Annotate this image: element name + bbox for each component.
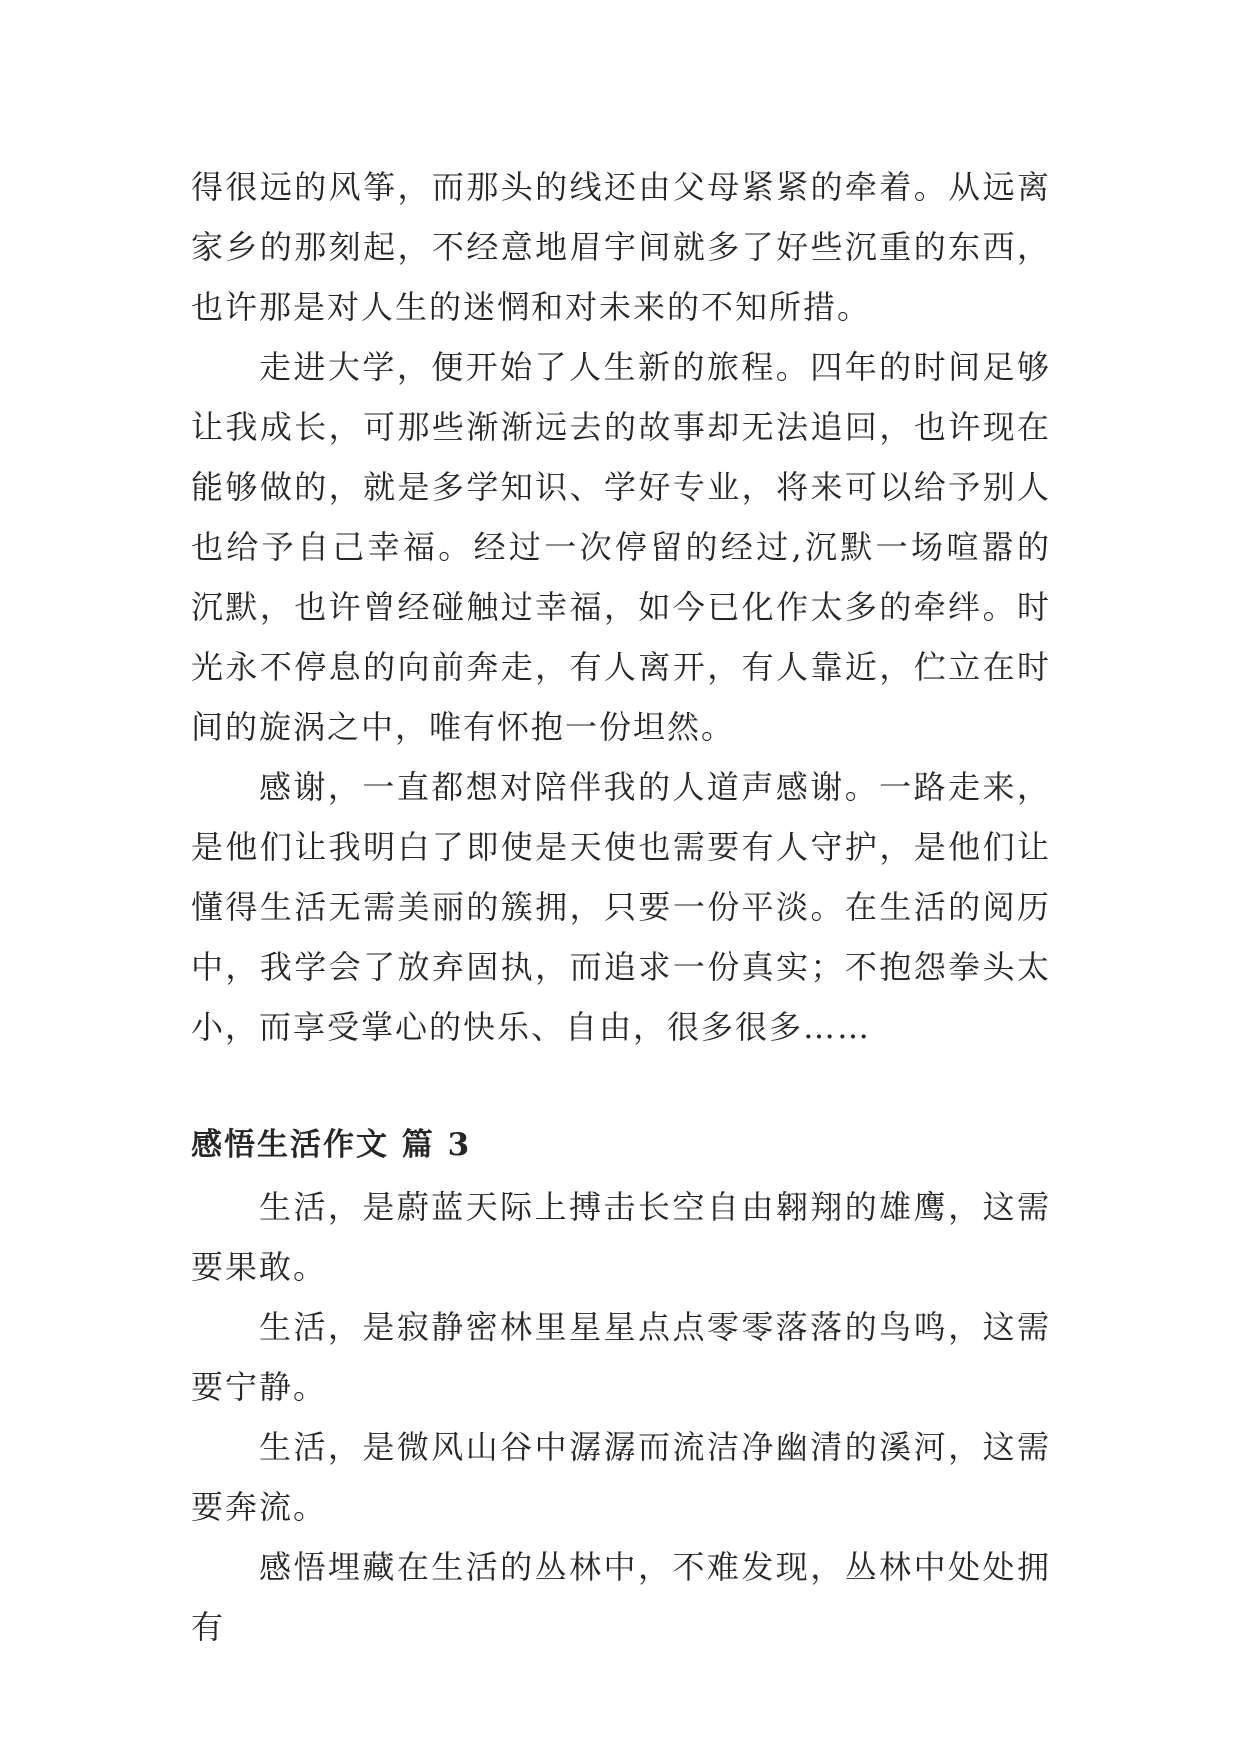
paragraph-eagle: 生活，是蔚蓝天际上搏击长空自由翱翔的雄鹰，这需要果敢。 bbox=[191, 1188, 1051, 1286]
section-heading: 感悟生活作文 篇 3 bbox=[191, 1127, 472, 1163]
paragraph-forest: 感悟埋藏在生活的丛林中，不难发现，丛林中处处拥有 bbox=[191, 1548, 1051, 1646]
paragraph-gratitude: 感谢，一直都想对陪伴我的人道声感谢。一路走来，是他们让我明白了即使是天使也需要有人守护，是他们让懂得生活无需美丽的簇拥，只要一份平淡。在生活的阅历中，我学会了放弃固执，而追求一份真实；不抱怨拳头太小，而享受掌心的快乐、自由，很多很多…… bbox=[191, 768, 1051, 1046]
paragraph-university: 走进大学，便开始了人生新的旅程。四年的时间足够让我成长，可那些渐渐远去的故事却无法追回，也许现在能够做的，就是多学知识、学好专业，将来可以给予别人也给予自己幸福。经过一次停留的经过,沉默一场喧嚣的沉默，也许曾经碰触过幸福，如今已化作太多的牵绊。时光永不停息的向前奔走，有人离开，有人靠近，伫立在时间的旋涡之中，唯有怀抱一份坦然。 bbox=[191, 348, 1051, 746]
paragraph-continued: 得很远的风筝，而那头的线还由父母紧紧的牵着。从远离家乡的那刻起，不经意地眉宇间就多了好些沉重的东西，也许那是对人生的迷惘和对未来的不知所措。 bbox=[191, 168, 1051, 326]
paragraph-stream: 生活，是微风山谷中潺潺而流洁净幽清的溪河，这需要奔流。 bbox=[191, 1428, 1051, 1526]
document-page bbox=[191, 157, 1051, 1657]
paragraph-birdsong: 生活，是寂静密林里星星点点零零落落的鸟鸣，这需要宁静。 bbox=[191, 1308, 1051, 1406]
